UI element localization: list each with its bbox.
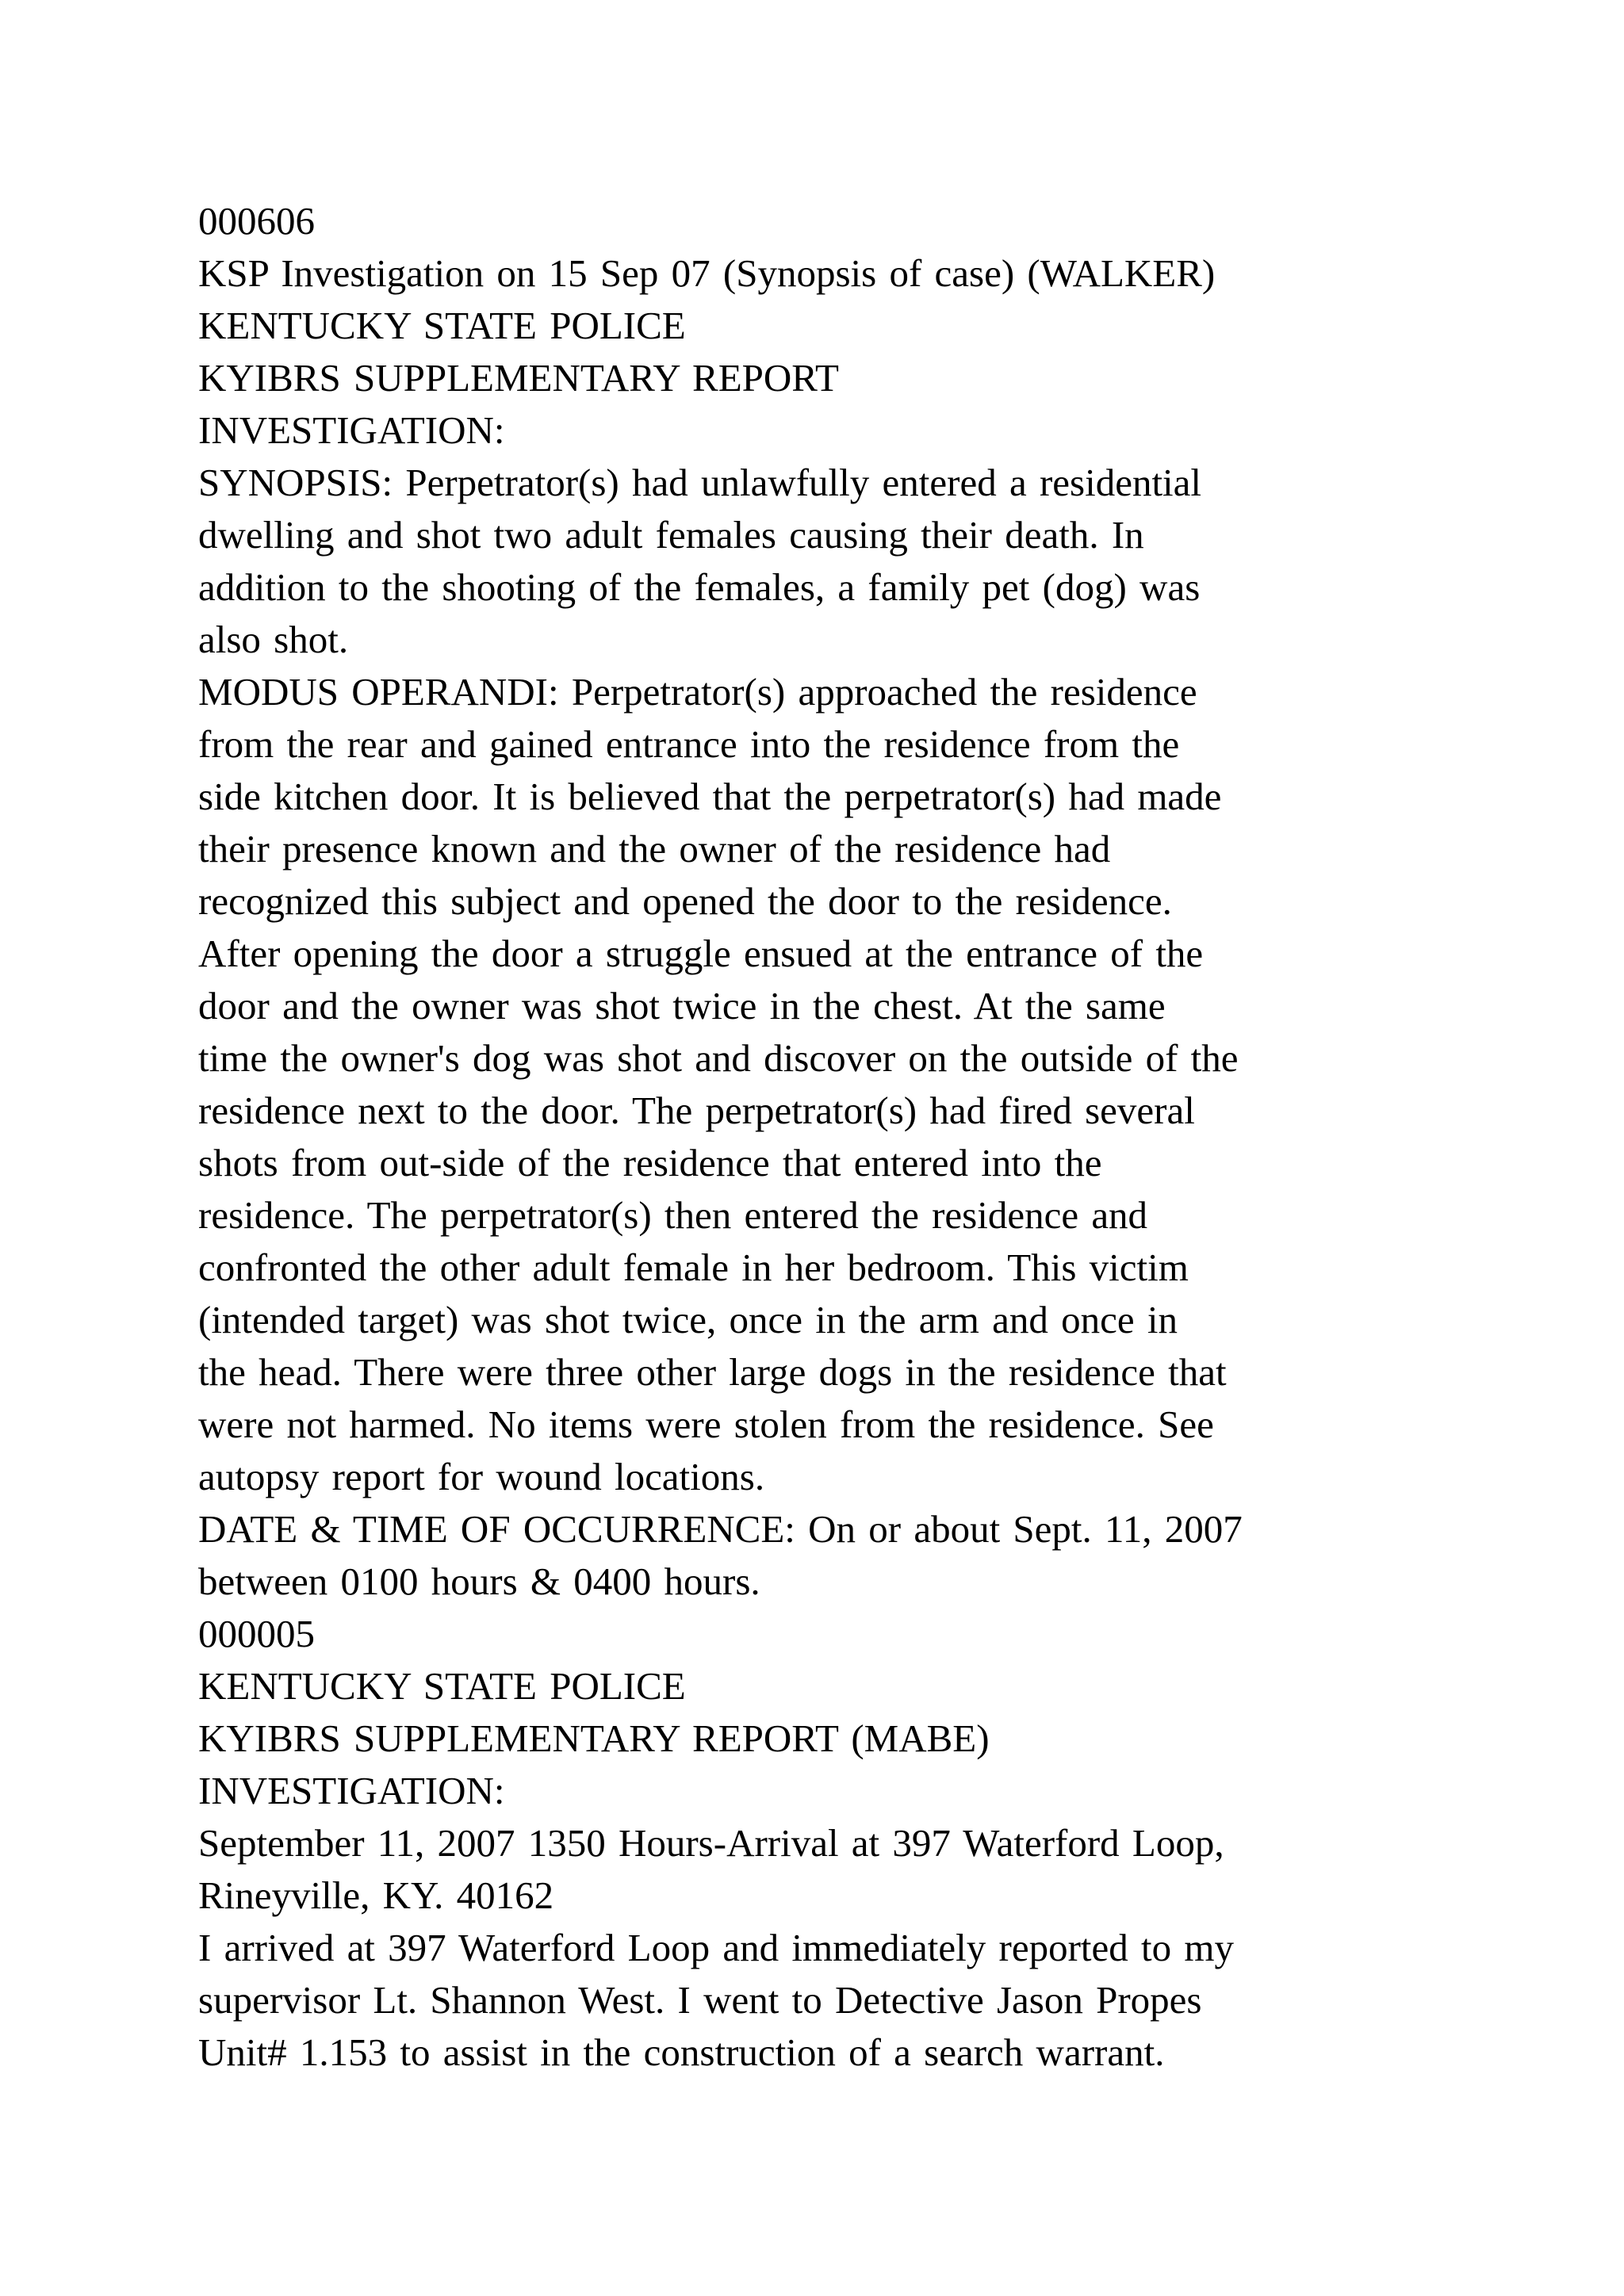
text-line: from the rear and gained entrance into the residence from the — [198, 722, 1180, 766]
text-line: their presence known and the owner of the residence had — [198, 827, 1111, 871]
text-line: I arrived at 397 Waterford Loop and immediately reported to my — [198, 1926, 1235, 1969]
text-line: time the owner's dog was shot and discover on the outside of the — [198, 1036, 1239, 1080]
report-heading: KYIBRS SUPPLEMENTARY REPORT (MABE) — [198, 1716, 990, 1760]
text-line: also shot. — [198, 618, 349, 661]
text-line: recognized this subject and opened the door to the residence. — [198, 879, 1172, 923]
text-line: SYNOPSIS: Perpetrator(s) had unlawfully entered a residential — [198, 461, 1202, 504]
report-heading: KYIBRS SUPPLEMENTARY REPORT — [198, 356, 839, 400]
text-line: residence next to the door. The perpetrator(s) had fired several — [198, 1089, 1195, 1132]
text-line: the head. There were three other large dogs in the residence that — [198, 1350, 1227, 1394]
text-line: side kitchen door. It is believed that the perpetrator(s) had made — [198, 775, 1222, 818]
document-title: KSP Investigation on 15 Sep 07 (Synopsis of case) (WALKER) — [198, 251, 1216, 295]
text-line: supervisor Lt. Shannon West. I went to Detective Jason Propes — [198, 1978, 1202, 2022]
text-line: September 11, 2007 1350 Hours-Arrival at 397 Waterford Loop, — [198, 1821, 1224, 1865]
section-heading: INVESTIGATION: — [198, 408, 505, 452]
text-line: Unit# 1.153 to assist in the construction of a search warrant. — [198, 2030, 1165, 2074]
text-line: MODUS OPERANDI: Perpetrator(s) approached the residence — [198, 670, 1197, 714]
text-line: addition to the shooting of the females, a family pet (dog) was — [198, 565, 1201, 609]
text-line: confronted the other adult female in her bedroom. This victim — [198, 1246, 1189, 1289]
text-line: Rineyville, KY. 40162 — [198, 1873, 554, 1917]
text-line: DATE & TIME OF OCCURRENCE: On or about Sept. 11, 2007 — [198, 1507, 1243, 1551]
agency-heading: KENTUCKY STATE POLICE — [198, 304, 686, 347]
text-line: shots from out-side of the residence that entered into the — [198, 1141, 1102, 1184]
text-line: door and the owner was shot twice in the chest. At the same — [198, 984, 1166, 1027]
agency-heading: KENTUCKY STATE POLICE — [198, 1664, 686, 1708]
text-line: (intended target) was shot twice, once in the arm and once in — [198, 1298, 1178, 1341]
text-line: were not harmed. No items were stolen from the residence. See — [198, 1402, 1214, 1446]
page-number: 000606 — [198, 199, 315, 243]
text-line: dwelling and shot two adult females causing their death. In — [198, 513, 1144, 557]
document-body — [198, 195, 1515, 2079]
text-line: autopsy report for wound locations. — [198, 1455, 765, 1498]
section-heading: INVESTIGATION: — [198, 1769, 505, 1812]
page-number: 000005 — [198, 1612, 315, 1655]
text-line: residence. The perpetrator(s) then entered the residence and — [198, 1193, 1148, 1237]
text-line: After opening the door a struggle ensued at the entrance of the — [198, 932, 1204, 975]
text-line: between 0100 hours & 0400 hours. — [198, 1559, 760, 1603]
